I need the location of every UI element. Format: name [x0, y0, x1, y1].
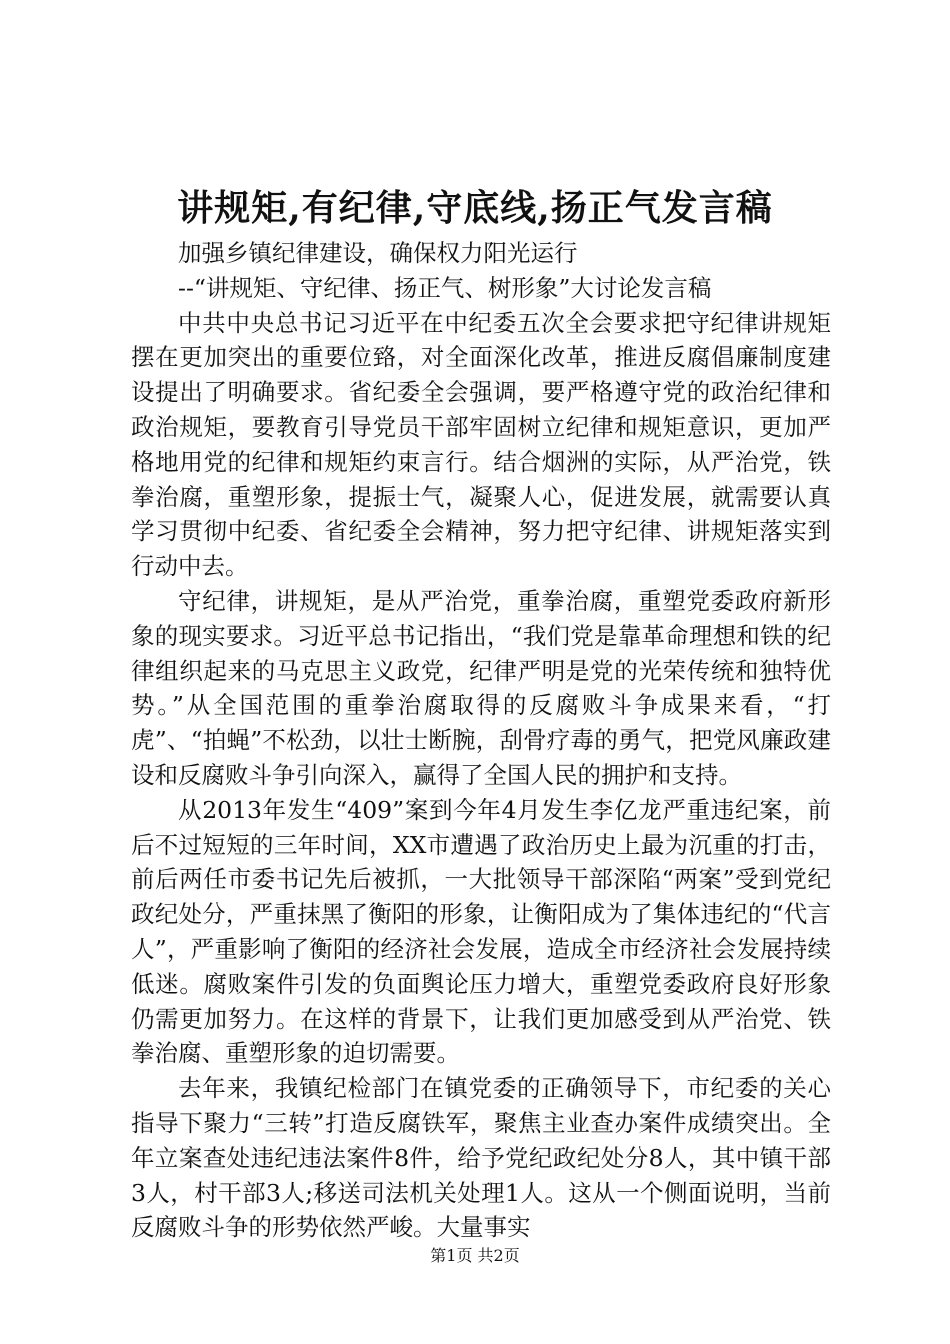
- subtitle-line-1: 加强乡镇纪律建设，确保权力阳光运行: [178, 239, 578, 267]
- paragraph-4: 去年来，我镇纪检部门在镇党委的正确领导下，市纪委的关心指导下聚力“三转”打造反腐铁军，聚焦主业查办案件成绩突出。全年立案查处违纪违法案件8件，给予党纪政纪处分8人，其中镇干部3人，村干部3人;移送司法机关处理1人。这从一个侧面说明，当前反腐败斗争的形势依然严峻。大量事实: [131, 1074, 831, 1242]
- paragraph-2: 守纪律，讲规矩，是从严治党，重拳治腐，重塑党委政府新形象的现实要求。习近平总书记指出，“我们党是靠革命理想和铁的纪律组织起来的马克思主义政党，纪律严明是党的光荣传统和独特优势。”从全国范围的重拳治腐取得的反腐败斗争成果来看，“打虎”、“拍蝇”不松劲，以壮士断腕，刮骨疗毒的勇气，把党风廉政建设和反腐败斗争引向深入，赢得了全国人民的拥护和支持。: [131, 586, 831, 789]
- document-title: 讲规矩,有纪律,守底线,扬正气发言稿: [177, 187, 773, 229]
- paragraph-1: 中共中央总书记习近平在中纪委五次全会要求把守纪律讲规矩摆在更加突出的重要位臵，对全面深化改革，推进反腐倡廉制度建设提出了明确要求。省纪委全会强调，要严格遵守党的政治纪律和政治规矩，要教育引导党员干部牢固树立纪律和规矩意识，更加严格地用党的纪律和规矩约束言行。结合烟洲的实际，从严治党，铁拳治腐，重塑形象，提振士气，凝聚人心，促进发展，就需要认真学习贯彻中纪委、省纪委全会精神，努力把守纪律、讲规矩落实到行动中去。: [131, 308, 831, 581]
- page-footer: 第1页 共2页: [430, 1246, 520, 1265]
- paragraph-3: 从2013年发生“409”案到今年4月发生李亿龙严重违纪案，前后不过短短的三年时间，XX市遭遇了政治历史上最为沉重的打击，前后两任市委书记先后被抓，一大批领导干部深陷“两案”受到党纪政纪处分，严重抹黑了衡阳的形象，让衡阳成为了集体违纪的“代言人”，严重影响了衡阳的经济社会发展，造成全市经济社会发展持续低迷。腐败案件引发的负面舆论压力增大，重塑党委政府良好形象仍需更加努力。在这样的背景下，让我们更加感受到从严治党、铁拳治腐、重塑形象的迫切需要。: [131, 795, 831, 1068]
- document-body: [131, 236, 831, 1245]
- subtitle-line-2: --“讲规矩、守纪律、扬正气、树形象”大讨论发言稿: [178, 273, 712, 302]
